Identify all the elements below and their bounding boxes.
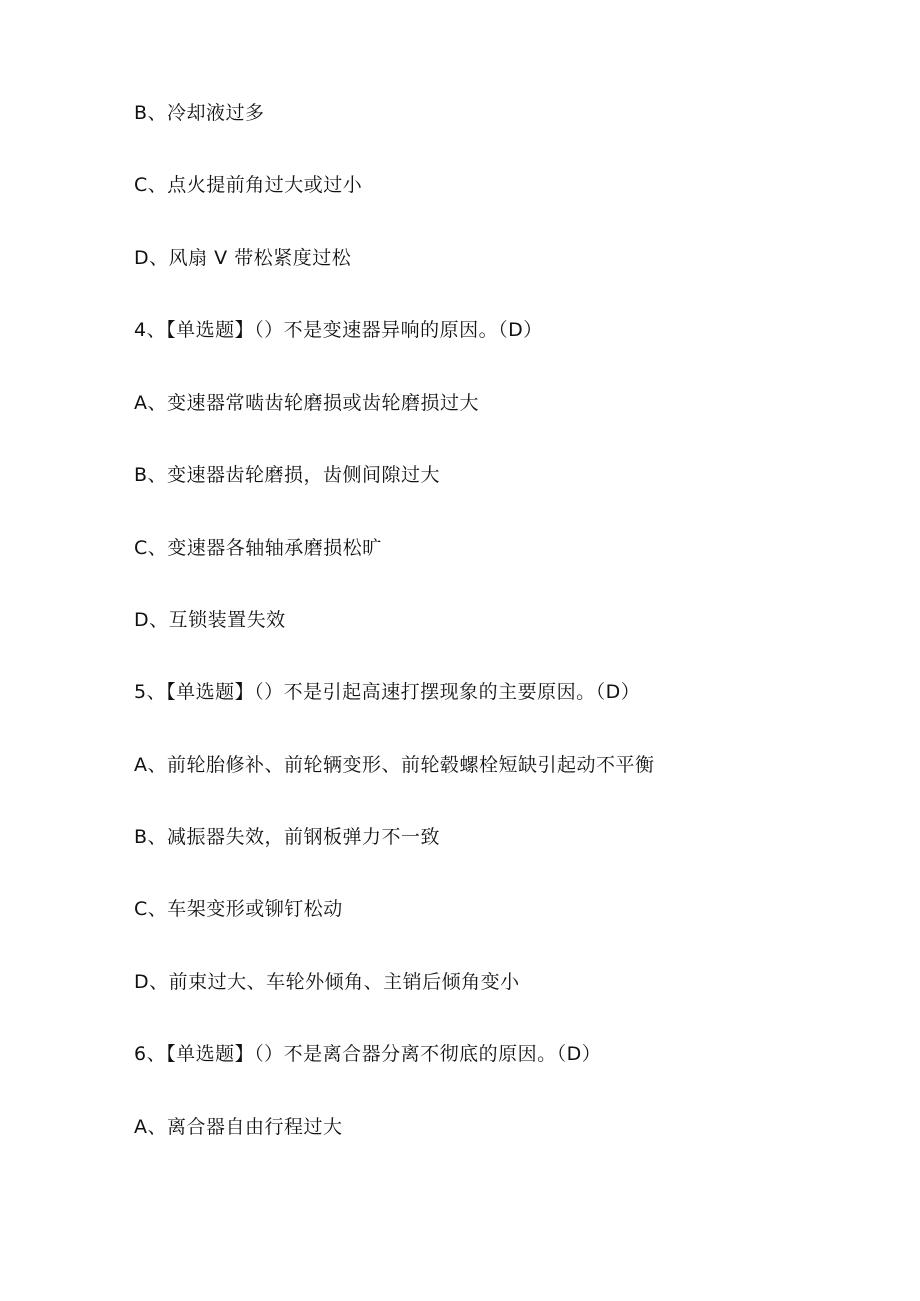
option-d-q5: D、前束过大、车轮外倾角、主销后倾角变小 bbox=[134, 971, 520, 993]
option-c-q3: C、点火提前角过大或过小 bbox=[134, 174, 363, 196]
option-a-q5: A、前轮胎修补、前轮辆变形、前轮毂螺栓短缺引起动不平衡 bbox=[134, 754, 655, 776]
option-d-q4: D、互锁装置失效 bbox=[134, 609, 286, 631]
option-c-q4: C、变速器各轴轴承磨损松旷 bbox=[134, 537, 382, 559]
option-b-q5: B、减振器失效，前钢板弹力不一致 bbox=[134, 826, 441, 848]
option-a-q4: A、变速器常啮齿轮磨损或齿轮磨损过大 bbox=[134, 392, 479, 414]
question-6: 6、【单选题】（）不是离合器分离不彻底的原因。（D） bbox=[134, 1043, 602, 1065]
option-a-q6: A、离合器自由行程过大 bbox=[134, 1116, 343, 1138]
question-4: 4、【单选题】（）不是变速器异响的原因。（D） bbox=[134, 319, 543, 341]
option-c-q5: C、车架变形或铆钉松动 bbox=[134, 898, 343, 920]
option-b-q3: B、冷却液过多 bbox=[134, 102, 265, 124]
question-5: 5、【单选题】（）不是引起高速打摆现象的主要原因。（D） bbox=[134, 681, 641, 703]
option-b-q4: B、变速器齿轮磨损，齿侧间隙过大 bbox=[134, 464, 441, 486]
option-d-q3: D、风扇 V 带松紧度过松 bbox=[134, 247, 352, 269]
